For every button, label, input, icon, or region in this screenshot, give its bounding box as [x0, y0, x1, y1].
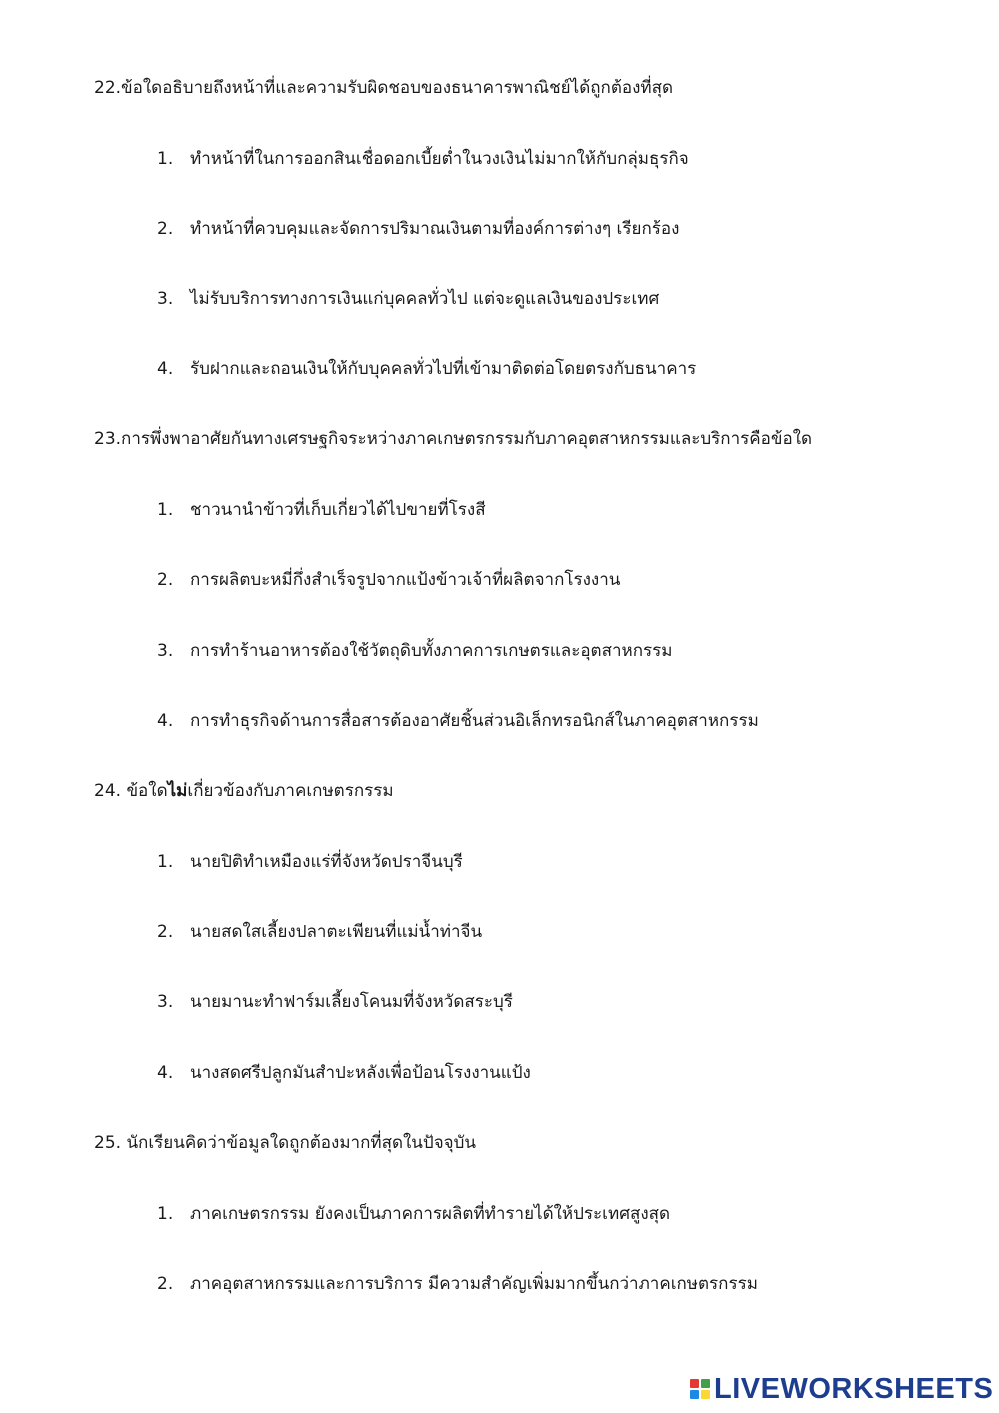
option-number: 3. [157, 992, 174, 1012]
question-24-option-1[interactable] [157, 850, 463, 874]
question-25-option-1[interactable] [157, 1202, 670, 1226]
option-number: 2. [157, 1274, 174, 1294]
option-number: 2. [157, 219, 174, 239]
option-number: 1. [157, 852, 174, 872]
option-text: การทำธุรกิจด้านการสื่อสารต้องอาศัยชิ้นส่วนอิเล็กทรอนิกส์ในภาคอุตสาหกรรม [190, 711, 759, 731]
option-number: 3. [157, 641, 174, 661]
question-22-option-1[interactable] [157, 147, 689, 171]
logo-mark-icon [690, 1379, 710, 1399]
question-24-text-before: 24. ข้อใด [94, 781, 168, 801]
option-text: ทำหน้าที่ในการออกสินเชื่อดอกเบี้ยต่ำในวงเงินไม่มากให้กับกลุ่มธุรกิจ [190, 149, 689, 169]
question-22-option-4[interactable] [157, 357, 696, 381]
question-24-text-after: เกี่ยวข้องกับภาคเกษตรกรรม [187, 781, 394, 801]
question-24-option-4[interactable] [157, 1061, 531, 1085]
question-22-option-3[interactable] [157, 287, 659, 311]
option-number: 1. [157, 1204, 174, 1224]
option-text: การผลิตบะหมี่กึ่งสำเร็จรูปจากแป้งข้าวเจ้าที่ผลิตจากโรงงาน [190, 570, 621, 590]
option-number: 1. [157, 500, 174, 520]
logo-tile-blue [690, 1390, 699, 1399]
option-number: 1. [157, 149, 174, 169]
option-number: 4. [157, 359, 174, 379]
question-22-option-2[interactable] [157, 217, 679, 241]
question-24-option-3[interactable] [157, 990, 513, 1014]
option-text: การทำร้านอาหารต้องใช้วัตถุดิบทั้งภาคการเกษตรและอุตสาหกรรม [190, 641, 673, 661]
logo-tile-green [701, 1379, 710, 1388]
option-number: 4. [157, 1063, 174, 1083]
liveworksheets-logo [690, 1372, 993, 1406]
option-text: นายมานะทำฟาร์มเลี้ยงโคนมที่จังหวัดสระบุรี [190, 992, 513, 1012]
option-text: ภาคเกษตรกรรม ยังคงเป็นภาคการผลิตที่ทำรายได้ให้ประเทศสูงสุด [190, 1204, 671, 1224]
option-number: 2. [157, 922, 174, 942]
question-23-option-3[interactable] [157, 639, 672, 663]
question-25: 25. นักเรียนคิดว่าข้อมูลใดถูกต้องมากที่สุดในปัจจุบัน [94, 1133, 477, 1153]
option-number: 4. [157, 711, 174, 731]
question-24 [94, 779, 394, 803]
option-number: 2. [157, 570, 174, 590]
question-23-option-1[interactable] [157, 498, 486, 522]
option-text: ไม่รับบริการทางการเงินแก่บุคคลทั่วไป แต่จะดูแลเงินของประเทศ [190, 289, 660, 309]
option-number: 3. [157, 289, 174, 309]
option-text: ชาวนานำข้าวที่เก็บเกี่ยวได้ไปขายที่โรงสี [190, 500, 486, 520]
question-24-option-2[interactable] [157, 920, 482, 944]
option-text: รับฝากและถอนเงินให้กับบุคคลทั่วไปที่เข้ามาติดต่อโดยตรงกับธนาคาร [190, 359, 697, 379]
question-23-option-4[interactable] [157, 709, 759, 733]
option-text: นางสดศรีปลูกมันสำปะหลังเพื่อป้อนโรงงานแป้ง [190, 1063, 531, 1083]
question-25-option-2[interactable] [157, 1272, 758, 1296]
question-24-emphasis: ไม่ [167, 781, 188, 801]
logo-wordmark: LIVEWORKSHEETS [714, 1372, 994, 1405]
question-22: 22.ข้อใดอธิบายถึงหน้าที่และความรับผิดชอบของธนาคารพาณิชย์ได้ถูกต้องที่สุด [94, 78, 673, 98]
logo-tile-yellow [701, 1390, 710, 1399]
option-text: ภาคอุตสาหกรรมและการบริการ มีความสำคัญเพิ่มมากขึ้นกว่าภาคเกษตรกรรม [190, 1274, 758, 1294]
option-text: ทำหน้าที่ควบคุมและจัดการปริมาณเงินตามที่องค์การต่างๆ เรียกร้อง [190, 219, 680, 239]
question-23-option-2[interactable] [157, 568, 620, 592]
logo-tile-red [690, 1379, 699, 1388]
question-23: 23.การพึ่งพาอาศัยกันทางเศรษฐกิจระหว่างภาคเกษตรกรรมกับภาคอุตสาหกรรมและบริการคือข้อใด [94, 429, 813, 449]
option-text: นายปิติทำเหมืองแร่ที่จังหวัดปราจีนบุรี [190, 852, 463, 872]
option-text: นายสดใสเลี้ยงปลาตะเพียนที่แม่น้ำท่าจีน [190, 922, 483, 942]
